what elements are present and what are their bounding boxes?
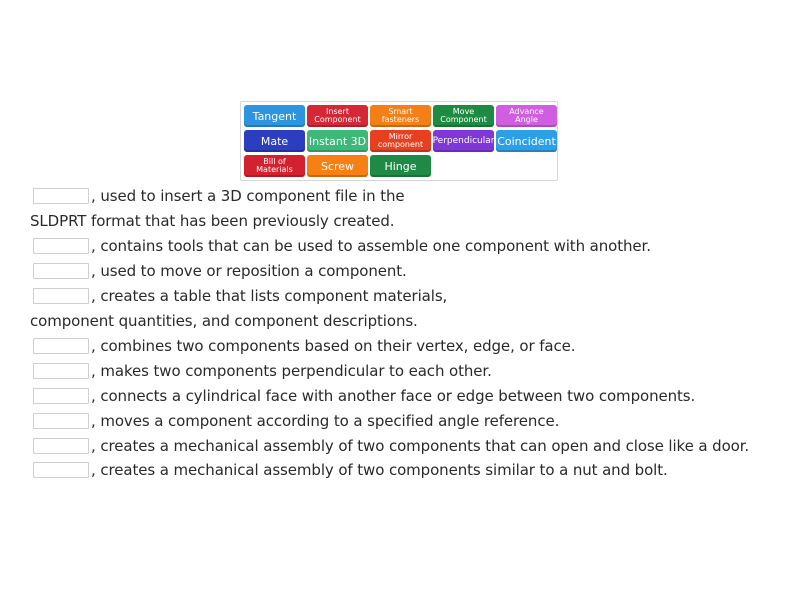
tile-label: Tangent bbox=[252, 109, 297, 123]
tile-move-component[interactable] bbox=[433, 105, 494, 127]
tile-mate[interactable] bbox=[244, 130, 305, 152]
answer-blank-4[interactable] bbox=[33, 288, 89, 304]
answer-blank-10[interactable] bbox=[33, 462, 89, 478]
tile-label: Insert Component bbox=[314, 107, 361, 124]
tile-bill-of-materials[interactable] bbox=[244, 155, 305, 177]
tile-tangent[interactable] bbox=[244, 105, 305, 127]
answer-blank-9[interactable] bbox=[33, 438, 89, 454]
sentence-7-text: , connects a cylindrical face with another face or edge between two components. bbox=[91, 387, 696, 405]
tile-advance-angle[interactable] bbox=[496, 105, 557, 127]
tile-screw[interactable] bbox=[307, 155, 368, 177]
answer-blank-6[interactable] bbox=[33, 363, 89, 379]
sentence-3-text: , used to move or reposition a component. bbox=[91, 262, 407, 280]
sentence-2-text: , contains tools that can be used to assemble one component with another. bbox=[91, 237, 651, 255]
tile-instant-3d[interactable] bbox=[307, 130, 368, 152]
tile-coincident[interactable] bbox=[496, 130, 557, 152]
tile-perpendicular[interactable] bbox=[433, 130, 494, 152]
sentence-1-text: , used to insert a 3D component file in the bbox=[91, 187, 405, 205]
tile-label: Bill of Materials bbox=[256, 157, 293, 174]
tile-label: Move Component bbox=[440, 107, 487, 124]
sentence-1-continuation: SLDPRT format that has been previously created. bbox=[30, 212, 395, 230]
answer-blank-3[interactable] bbox=[33, 263, 89, 279]
tile-label: Hinge bbox=[384, 159, 417, 173]
sentence-6-text: , makes two components perpendicular to each other. bbox=[91, 362, 492, 380]
sentence-4-continuation: component quantities, and component descriptions. bbox=[30, 312, 418, 330]
answer-blank-2[interactable] bbox=[33, 238, 89, 254]
tile-label: Perpendicular bbox=[432, 135, 495, 146]
answer-blank-7[interactable] bbox=[33, 388, 89, 404]
tile-label: Screw bbox=[320, 159, 355, 173]
answer-blank-5[interactable] bbox=[33, 338, 89, 354]
tile-label: Mate bbox=[260, 134, 289, 148]
sentence-10-text: , creates a mechanical assembly of two components similar to a nut and bolt. bbox=[91, 461, 668, 479]
answer-blank-8[interactable] bbox=[33, 413, 89, 429]
sentence-4-text: , creates a table that lists component materials, bbox=[91, 287, 448, 305]
tile-insert-component[interactable] bbox=[307, 105, 368, 127]
sentence-8-text: , moves a component according to a specified angle reference. bbox=[91, 412, 560, 430]
tile-label: Mirror component bbox=[377, 132, 424, 149]
tile-label: Advance Angle bbox=[509, 107, 544, 124]
tile-mirror-component[interactable] bbox=[370, 130, 431, 152]
tile-label: Coincident bbox=[497, 134, 556, 148]
tile-label: Smart fasteners bbox=[381, 107, 420, 124]
tile-hinge[interactable] bbox=[370, 155, 431, 177]
tile-label: Instant 3D bbox=[308, 134, 367, 148]
answer-blank-1[interactable] bbox=[33, 188, 89, 204]
sentence-5-text: , combines two components based on their vertex, edge, or face. bbox=[91, 337, 576, 355]
tile-smart-fasteners[interactable] bbox=[370, 105, 431, 127]
sentence-9-text: , creates a mechanical assembly of two components that can open and close like a door. bbox=[91, 437, 750, 455]
